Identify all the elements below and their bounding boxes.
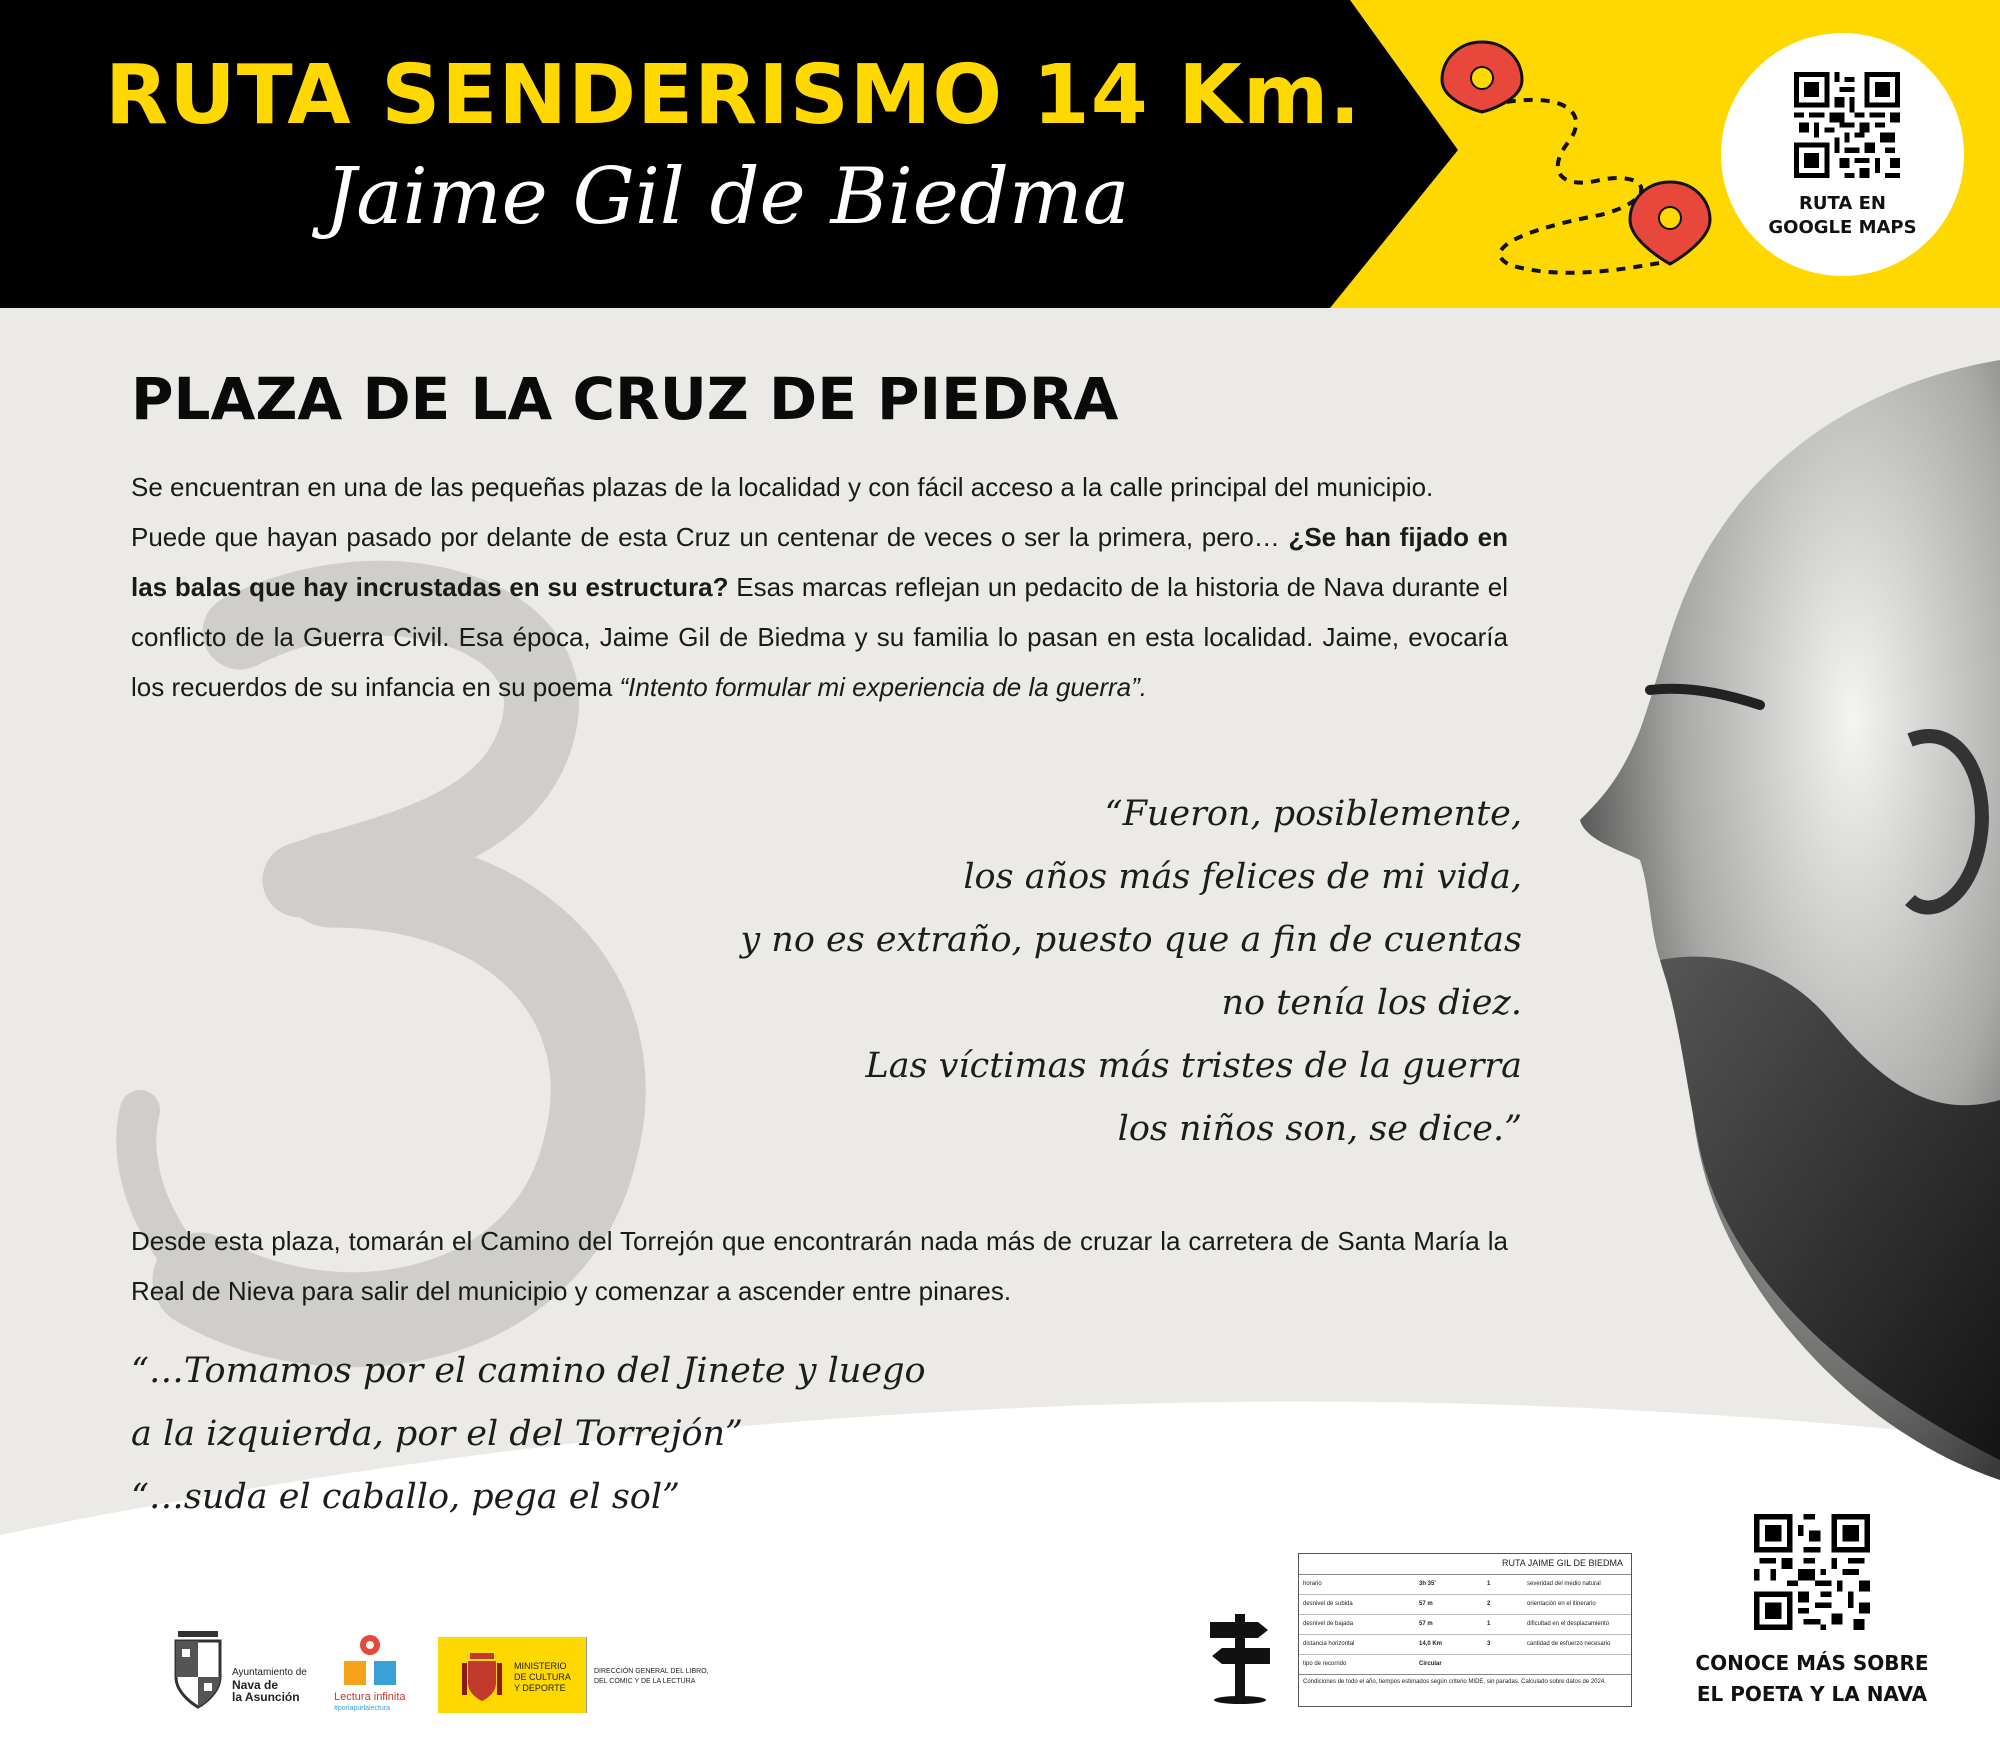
qr-caption-line: GOOGLE MAPS bbox=[1768, 217, 1917, 238]
logo-ministerio bbox=[438, 1625, 728, 1715]
caption-line: #porlapurlalectura bbox=[334, 1705, 391, 1712]
poem-line: los niños son, se dice.” bbox=[1117, 1109, 1522, 1149]
table-row bbox=[1299, 1615, 1631, 1635]
row-value: 57 m bbox=[1419, 1601, 1433, 1607]
row-level: 3 bbox=[1487, 1641, 1491, 1647]
paragraph-2-start: Puede que hayan pasado por delante de esta Cruz un centenar de veces o ser la primera, pero… bbox=[131, 522, 1289, 552]
route-difficulty-table bbox=[1298, 1553, 1632, 1707]
poem-line: los años más felices de mi vida, bbox=[963, 857, 1522, 897]
table-note: Condiciones de todo el año, tiempos estimados según criterio MIDE, sin paradas. Calculado sobre datos de 2024. bbox=[1303, 1679, 1606, 1685]
poem-line: “Fueron, posiblemente, bbox=[1104, 794, 1522, 834]
coat-of-arms-icon bbox=[172, 1625, 224, 1715]
row-level: 1 bbox=[1487, 1581, 1491, 1587]
table-row bbox=[1299, 1635, 1631, 1655]
caption-line: CONOCE MÁS SOBRE bbox=[1695, 1651, 1929, 1675]
poem-line: y no es extraño, puesto que a fin de cuentas bbox=[740, 920, 1522, 960]
poem-line: “…Tomamos por el camino del Jinete y luego bbox=[131, 1351, 926, 1391]
route-title: RUTA SENDERISMO 14 Km. bbox=[105, 48, 1362, 143]
caption-line: Lectura infinita bbox=[334, 1691, 406, 1703]
caption-line: EL POETA Y LA NAVA bbox=[1696, 1682, 1928, 1706]
route-quote bbox=[131, 1340, 926, 1529]
row-value: 14,0 Km bbox=[1419, 1641, 1443, 1647]
paragraph-2 bbox=[131, 512, 1508, 712]
poem-title: “Intento formular mi experiencia de la guerra”. bbox=[619, 672, 1147, 702]
route-description bbox=[131, 1216, 1508, 1316]
caption-line: Ayuntamiento de bbox=[232, 1667, 307, 1678]
row-value: Circular bbox=[1419, 1661, 1442, 1667]
poet-info-qr-code[interactable] bbox=[1754, 1514, 1870, 1630]
header bbox=[0, 0, 2000, 308]
table-row bbox=[1299, 1595, 1631, 1615]
caption-line: DE CULTURA bbox=[514, 1672, 571, 1682]
paragraph-2-bold: ¿Se han fijado en las balas que hay incrustadas en su estructura? bbox=[131, 522, 1508, 602]
signpost-icon bbox=[1204, 1608, 1276, 1704]
section-title: PLAZA DE LA CRUZ DE PIEDRA bbox=[131, 365, 1119, 433]
caption-line: DEL CÓMIC Y DE LA LECTURA bbox=[594, 1678, 696, 1685]
caption-line: MINISTERIO bbox=[514, 1661, 567, 1671]
row-level: 1 bbox=[1487, 1621, 1491, 1627]
table-row bbox=[1299, 1575, 1631, 1595]
logo-caption bbox=[594, 1667, 709, 1687]
row-value: 57 m bbox=[1419, 1621, 1433, 1627]
poem-quote bbox=[700, 783, 1522, 1161]
row-aspect: orientación en el itinerario bbox=[1527, 1601, 1596, 1607]
poet-name: Jaime Gil de Biedma bbox=[325, 152, 1130, 242]
caption-line: Y DEPORTE bbox=[514, 1683, 566, 1693]
row-aspect: cantidad de esfuerzo necesario bbox=[1527, 1641, 1611, 1647]
row-label: desnivel de subida bbox=[1303, 1601, 1353, 1607]
qr-caption-line: RUTA EN bbox=[1799, 193, 1886, 214]
intro-text bbox=[131, 462, 1508, 712]
row-label: tipo de recorrido bbox=[1303, 1661, 1347, 1667]
poet-portrait bbox=[1580, 360, 2000, 1500]
paragraph-3: Desde esta plaza, tomarán el Camino del Torrejón que encontrarán nada más de cruzar la carretera de Santa María la Real de Nieva para salir del municipio y comenzar a ascender entre pinares. bbox=[131, 1226, 1508, 1306]
paragraph-1: Se encuentran en una de las pequeñas plazas de la localidad y con fácil acceso a la calle principal del municipio. bbox=[131, 472, 1434, 502]
paragraph-2-middle: Esas marcas reflejan un pedacito de la historia de Nava durante el conflicto de la Guerra Civil. Esa época, Jaime Gil de Biedma y su familia lo pasan en esta localidad. Jaime, evocaría los recuerdos de su infancia en su poema bbox=[131, 572, 1508, 702]
logo-caption bbox=[232, 1667, 307, 1703]
spanish-coat-of-arms-icon bbox=[462, 1647, 502, 1703]
row-label: horario bbox=[1303, 1581, 1322, 1587]
table-row bbox=[1299, 1655, 1631, 1675]
row-value: 3h 35' bbox=[1419, 1581, 1436, 1587]
row-aspect: dificultad en el desplazamiento bbox=[1527, 1621, 1610, 1627]
row-label: desnivel de bajada bbox=[1303, 1621, 1354, 1627]
logo-ayuntamiento bbox=[172, 1625, 312, 1715]
poem-line: “…suda el caballo, pega el sol” bbox=[131, 1477, 680, 1517]
bottom-caption bbox=[1680, 1648, 1944, 1710]
row-label: distancia horizontal bbox=[1303, 1641, 1355, 1647]
caption-line: la Asunción bbox=[232, 1690, 300, 1704]
google-maps-qr-code[interactable] bbox=[1794, 72, 1900, 178]
row-level: 2 bbox=[1487, 1601, 1491, 1607]
table-title: RUTA JAIME GIL DE BIEDMA bbox=[1299, 1554, 1631, 1575]
logo-caption bbox=[334, 1691, 406, 1715]
poem-line: no tenía los diez. bbox=[1221, 983, 1522, 1023]
caption-line: DIRECCIÓN GENERAL DEL LIBRO, bbox=[594, 1668, 709, 1675]
caption-line: Nava de bbox=[232, 1678, 279, 1692]
row-aspect: severidad del medio natural bbox=[1527, 1581, 1601, 1587]
open-book-icon bbox=[330, 1631, 410, 1691]
qr-caption bbox=[1721, 192, 1964, 240]
poem-line: Las víctimas más tristes de la guerra bbox=[865, 1046, 1522, 1086]
logo-caption bbox=[514, 1661, 571, 1694]
logo-lectura-infinita bbox=[330, 1625, 410, 1715]
poem-line: a la izquierda, por el del Torrejón” bbox=[131, 1414, 743, 1454]
